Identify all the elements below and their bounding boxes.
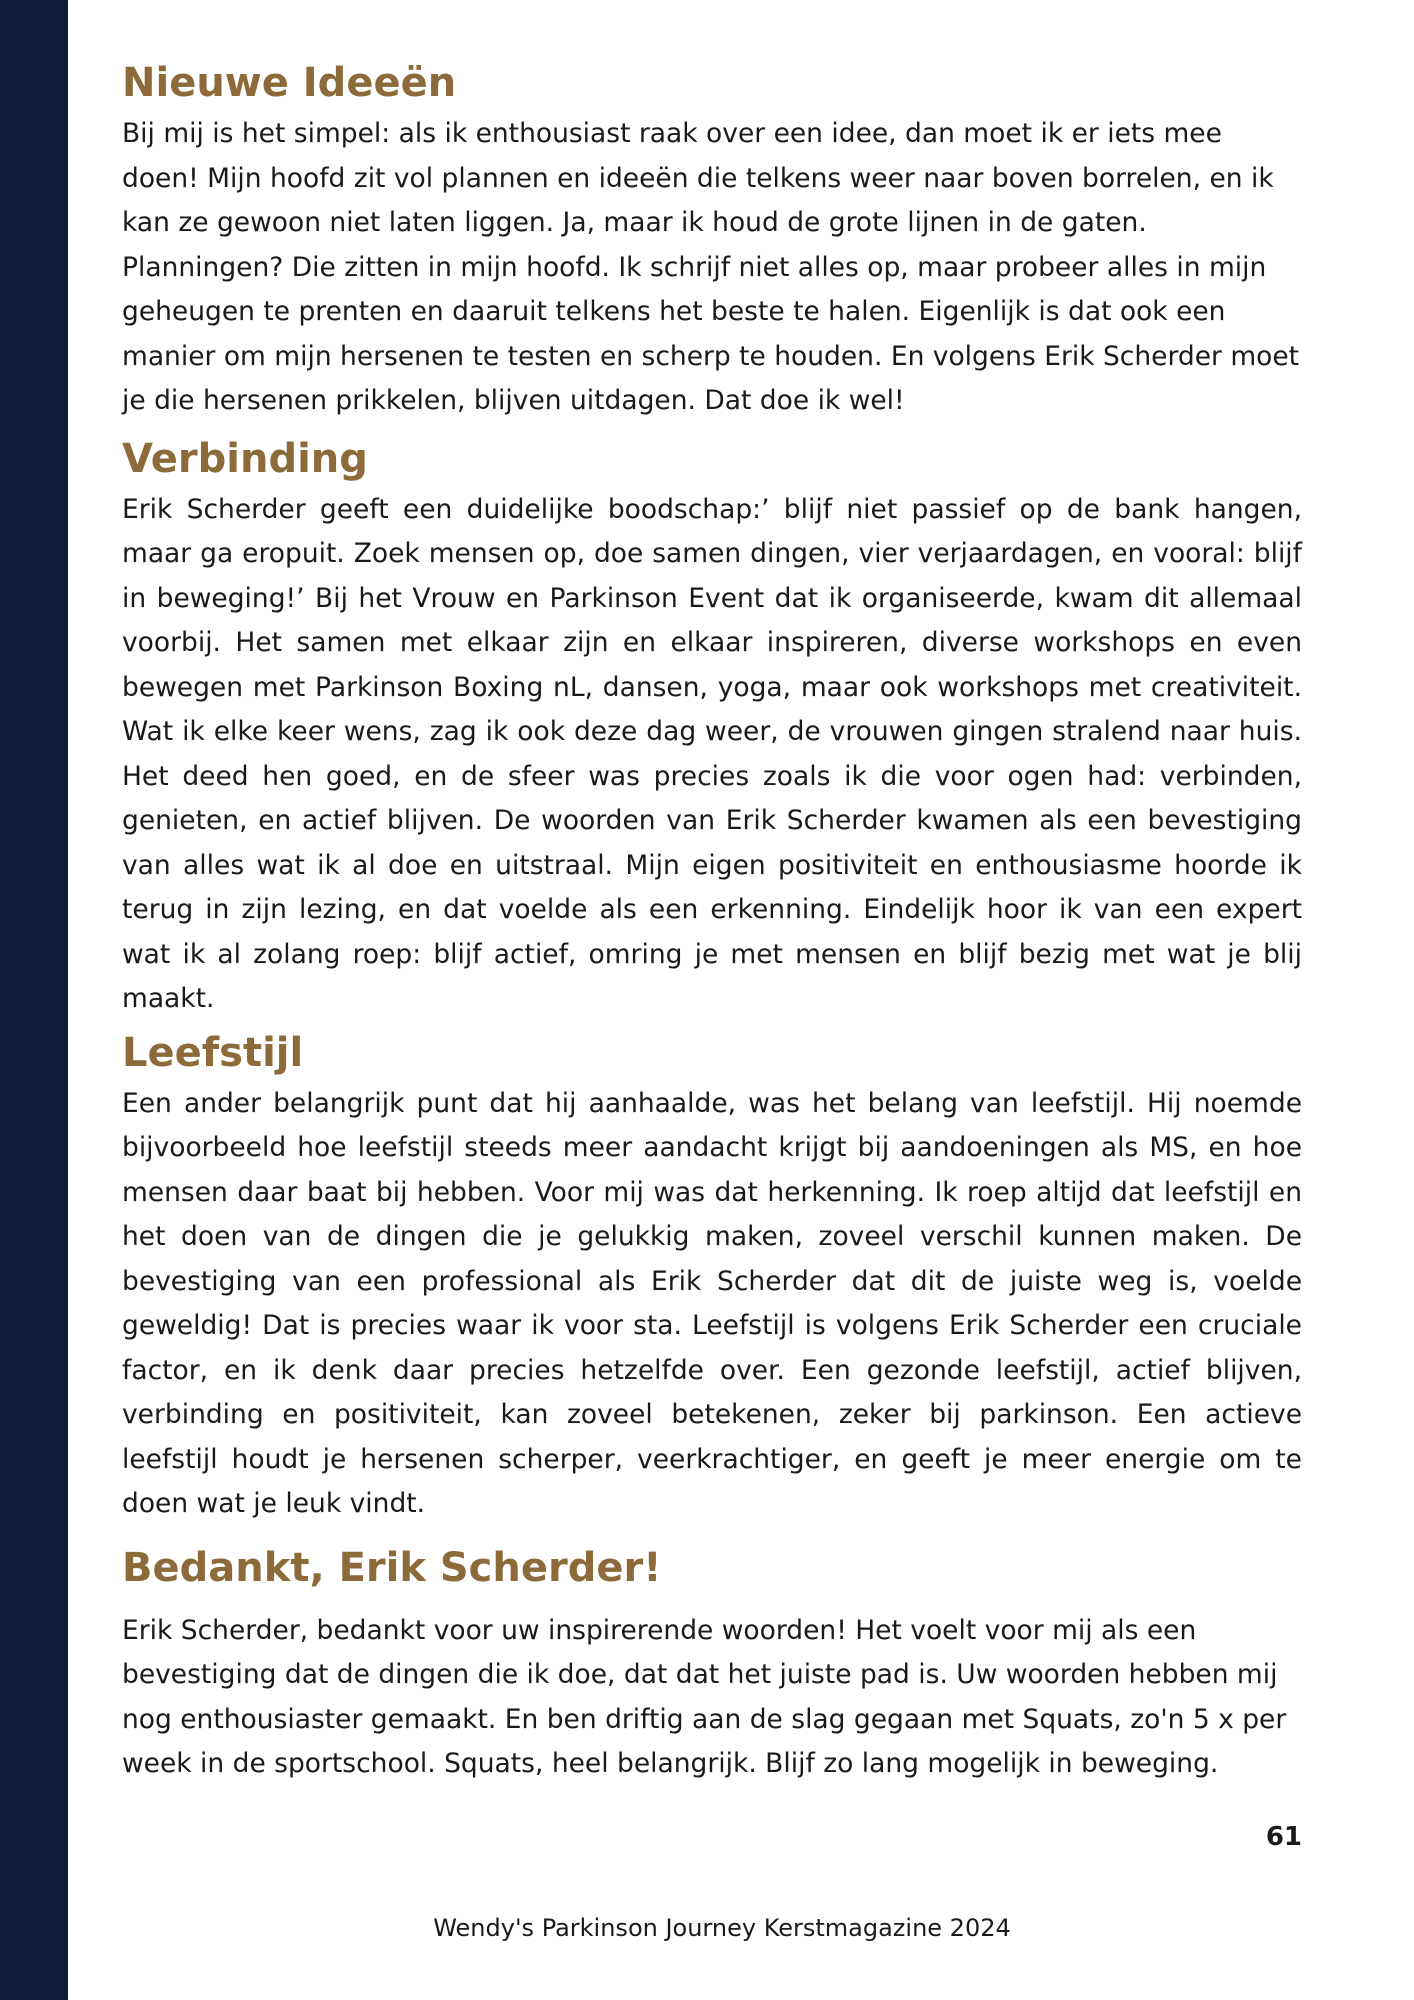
left-sidebar-stripe xyxy=(0,0,68,2000)
page-number: 61 xyxy=(1265,1822,1302,1852)
footer-magazine-title: Wendy's Parkinson Journey Kerstmagazine 2024 xyxy=(433,1914,1011,1942)
section-heading-nieuwe-ideeen: Nieuwe Ideeën xyxy=(122,60,457,106)
section-body-bedankt: Erik Scherder, bedankt voor uw inspirerende woorden! Het voelt voor mij als een bevestiging dat de dingen die ik doe, dat dat het juiste pad is. Uw woorden hebben mij nog enthousiaster gemaakt. En ben driftig aan de slag gegaan met Squats, zo'n 5 x per week in de sportschool. Squats, heel belangrijk. Blijf zo lang mogelijk in beweging. xyxy=(122,1614,1287,1779)
section-body-nieuwe-ideeen: Bij mij is het simpel: als ik enthousiast raak over een idee, dan moet ik er iets mee doen! Mijn hoofd zit vol plannen en ideeën die telkens weer naar boven borrelen, en ik kan ze gewoon niet laten liggen. Ja, maar ik houd de grote lijnen in de gaten. Planningen? Die zitten in mijn hoofd. Ik schrijf niet alles op, maar probeer alles in mijn geheugen te prenten en daaruit telkens het beste te halen. Eigenlijk is dat ook een manier om mijn hersenen te testen en scherp te houden. En volgens Erik Scherder moet je die hersenen prikkelen, blijven uitdagen. Dat doe ik wel! xyxy=(122,118,1300,416)
article-content xyxy=(122,60,1302,1787)
section-heading-leefstijl: Leefstijl xyxy=(122,1029,304,1076)
section-heading-bedankt: Bedankt, Erik Scherder! xyxy=(122,1544,662,1591)
section-heading-verbinding: Verbinding xyxy=(122,435,368,482)
section-body-verbinding: Erik Scherder geeft een duidelijke boodschap:’ blijf niet passief op de bank hangen, maar ga eropuit. Zoek mensen op, doe samen dingen, vier verjaardagen, en vooral: blijf in beweging!’ Bij het Vrouw en Parkinson Event dat ik organiseerde, kwam dit allemaal voorbij. Het samen met elkaar zijn en elkaar inspireren, diverse workshops en even bewegen met Parkinson Boxing nL, dansen, yoga, maar ook workshops met creativiteit. Wat ik elke keer wens, zag ik ook deze dag weer, de vrouwen gingen stralend naar huis. Het deed hen goed, en de sfeer was precies zoals ik die voor ogen had: verbinden, genieten, en actief blijven. De woorden van Erik Scherder kwamen als een bevestiging van alles wat ik al doe en uitstraal. Mijn eigen positiviteit en enthousiasme hoorde ik terug in zijn lezing, en dat voelde als een erkenning. Eindelijk hoor ik van een expert wat ik al zolang roep: blijf actief, omring je met mensen en blijf bezig met wat je blij maakt. xyxy=(122,493,1302,1014)
section-body-leefstijl: Een ander belangrijk punt dat hij aanhaalde, was het belang van leefstijl. Hij noemde bijvoorbeeld hoe leefstijl steeds meer aandacht krijgt bij aandoeningen als MS, en hoe mensen daar baat bij hebben. Voor mij was dat herkenning. Ik roep altijd dat leefstijl en het doen van de dingen die je gelukkig maken, zoveel verschil kunnen maken. De bevestiging van een professional als Erik Scherder dat dit de juiste weg is, voelde geweldig! Dat is precies waar ik voor sta. Leefstijl is volgens Erik Scherder een cruciale factor, en ik denk daar precies hetzelfde over. Een gezonde leefstijl, actief blijven, verbinding en positiviteit, kan zoveel betekenen, zeker bij parkinson. Een actieve leefstijl houdt je hersenen scherper, veerkrachtiger, en geeft je meer energie om te doen wat je leuk vindt. xyxy=(122,1087,1302,1519)
